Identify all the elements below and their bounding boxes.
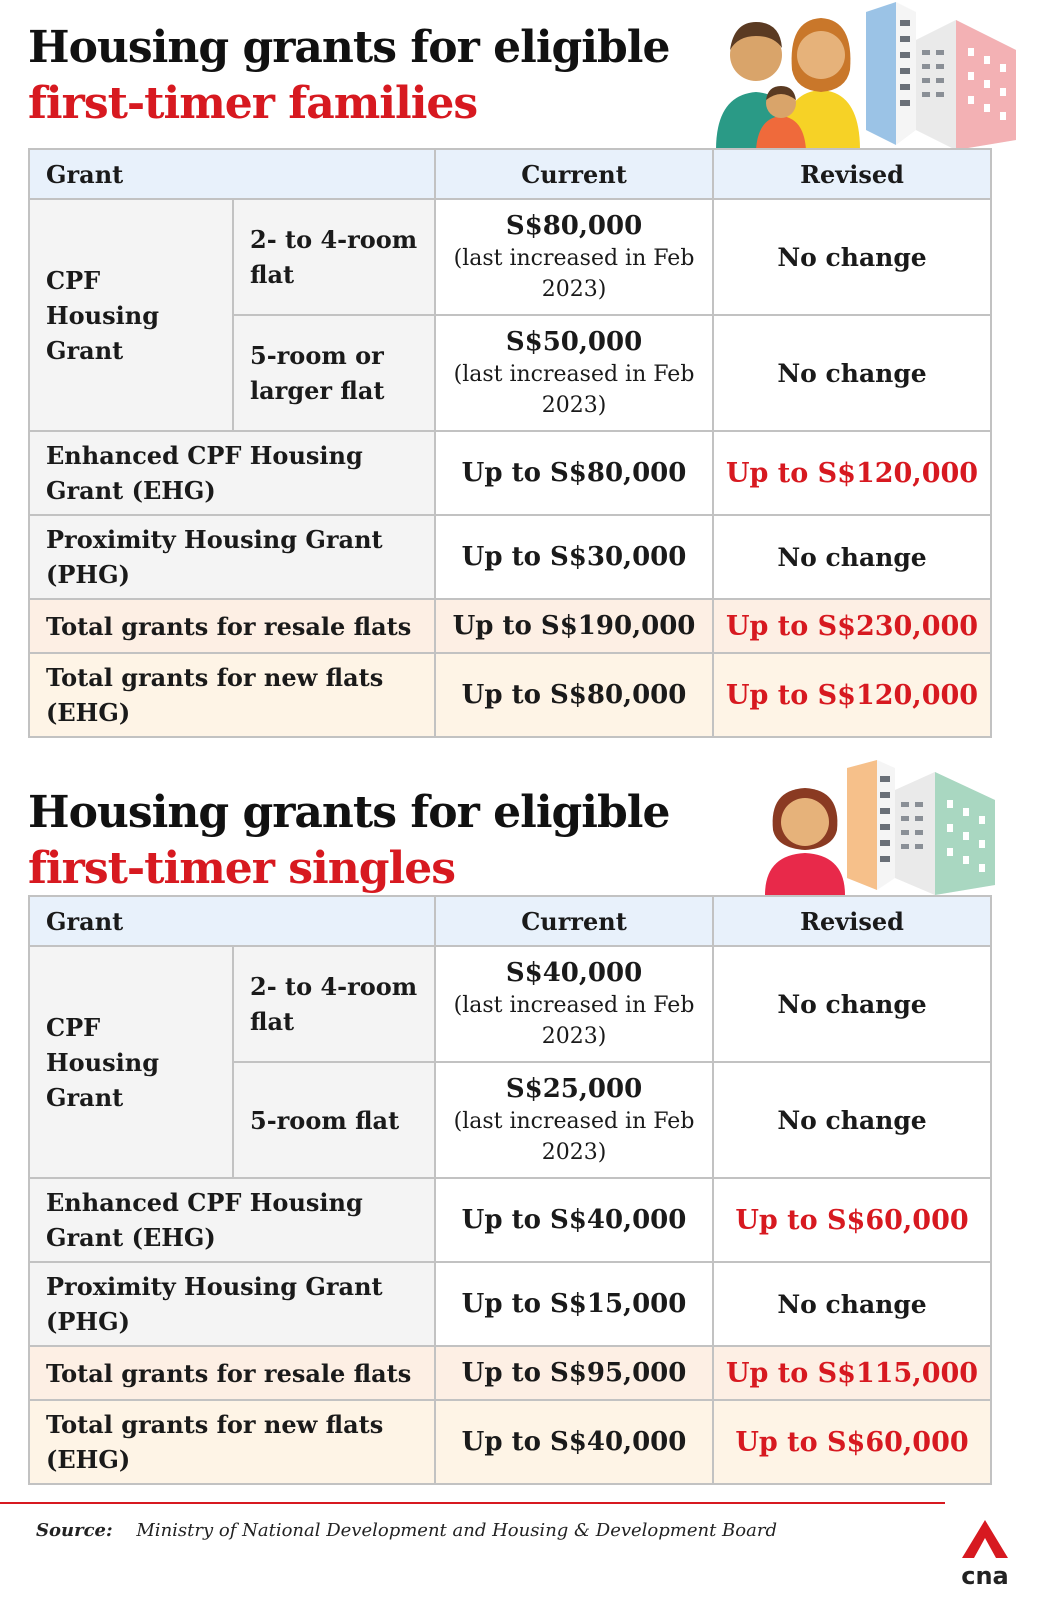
current-amount: S$50,000 xyxy=(505,327,643,357)
table-row xyxy=(29,1346,991,1400)
table-header-row xyxy=(29,149,991,199)
revised-value: Up to S$60,000 xyxy=(713,1400,991,1484)
grant-header: Grant xyxy=(29,896,435,946)
revised-value: Up to S$60,000 xyxy=(713,1178,991,1262)
revised-value: No change xyxy=(713,1062,991,1178)
current-note: (last increased in Feb 2023) xyxy=(453,1109,695,1165)
singles-title-line2: first-timer singles xyxy=(28,843,455,894)
current-value xyxy=(435,1062,713,1178)
singles-title-line1: Housing grants for eligible xyxy=(28,787,670,838)
current-value xyxy=(435,946,713,1062)
table-row xyxy=(29,1178,991,1262)
current-note: (last increased in Feb 2023) xyxy=(453,362,695,418)
current-value: Up to S$80,000 xyxy=(435,653,713,737)
current-value: Up to S$80,000 xyxy=(435,431,713,515)
current-amount: S$80,000 xyxy=(505,211,643,241)
current-value: Up to S$30,000 xyxy=(435,515,713,599)
footer-divider xyxy=(0,1502,945,1504)
table-row xyxy=(29,515,991,599)
current-value xyxy=(435,315,713,431)
revised-value: Up to S$120,000 xyxy=(713,653,991,737)
resale-total-label: Total grants for resale flats xyxy=(29,599,435,653)
table-row xyxy=(29,431,991,515)
revised-header: Revised xyxy=(713,149,991,199)
source-label: Source: xyxy=(36,1520,113,1541)
flat-type-label: 2- to 4-room flat xyxy=(233,946,435,1062)
grant-header: Grant xyxy=(29,149,435,199)
current-value: Up to S$40,000 xyxy=(435,1400,713,1484)
revised-value: No change xyxy=(713,515,991,599)
current-value: Up to S$15,000 xyxy=(435,1262,713,1346)
revised-value: Up to S$120,000 xyxy=(713,431,991,515)
table-row xyxy=(29,653,991,737)
cpf-housing-grant-label: CPF Housing Grant xyxy=(29,199,233,431)
revised-value: Up to S$115,000 xyxy=(713,1346,991,1400)
singles-title xyxy=(28,785,670,897)
current-value: Up to S$95,000 xyxy=(435,1346,713,1400)
table-row xyxy=(29,1400,991,1484)
phg-label: Proximity Housing Grant (PHG) xyxy=(29,1262,435,1346)
revised-value: Up to S$230,000 xyxy=(713,599,991,653)
phg-label: Proximity Housing Grant (PHG) xyxy=(29,515,435,599)
hdb-building-icon xyxy=(866,2,1016,150)
family-icon xyxy=(716,0,1016,150)
ehg-label: Enhanced CPF Housing Grant (EHG) xyxy=(29,431,435,515)
cpf-housing-grant-label: CPF Housing Grant xyxy=(29,946,233,1178)
resale-total-label: Total grants for resale flats xyxy=(29,1346,435,1400)
table-row xyxy=(29,946,991,1062)
flat-type-label: 5-room flat xyxy=(233,1062,435,1178)
source-credit xyxy=(36,1520,777,1541)
current-header: Current xyxy=(435,896,713,946)
new-total-label: Total grants for new flats (EHG) xyxy=(29,653,435,737)
revised-value: No change xyxy=(713,946,991,1062)
revised-value: No change xyxy=(713,315,991,431)
flat-type-label: 5-room or larger flat xyxy=(233,315,435,431)
current-amount: S$25,000 xyxy=(505,1074,643,1104)
current-value: Up to S$40,000 xyxy=(435,1178,713,1262)
revised-header: Revised xyxy=(713,896,991,946)
flat-type-label: 2- to 4-room flat xyxy=(233,199,435,315)
hdb-building-icon xyxy=(847,760,995,895)
singles-grants-table xyxy=(28,895,992,1485)
revised-value: No change xyxy=(713,199,991,315)
current-value: Up to S$190,000 xyxy=(435,599,713,653)
current-note: (last increased in Feb 2023) xyxy=(453,993,695,1049)
ehg-label: Enhanced CPF Housing Grant (EHG) xyxy=(29,1178,435,1262)
cna-logo-icon xyxy=(950,1520,1020,1588)
logo-text: cna xyxy=(961,1562,1009,1588)
revised-value: No change xyxy=(713,1262,991,1346)
source-text: Ministry of National Development and Housing & Development Board xyxy=(136,1520,777,1541)
table-row xyxy=(29,599,991,653)
families-title-line2: first-timer families xyxy=(28,78,478,129)
table-row xyxy=(29,199,991,315)
single-woman-icon xyxy=(765,760,995,895)
table-header-row xyxy=(29,896,991,946)
current-header: Current xyxy=(435,149,713,199)
families-title xyxy=(28,20,670,132)
families-title-line1: Housing grants for eligible xyxy=(28,22,670,73)
current-note: (last increased in Feb 2023) xyxy=(453,246,695,302)
table-row xyxy=(29,1262,991,1346)
families-grants-table xyxy=(28,148,992,738)
new-total-label: Total grants for new flats (EHG) xyxy=(29,1400,435,1484)
current-amount: S$40,000 xyxy=(505,958,643,988)
current-value xyxy=(435,199,713,315)
